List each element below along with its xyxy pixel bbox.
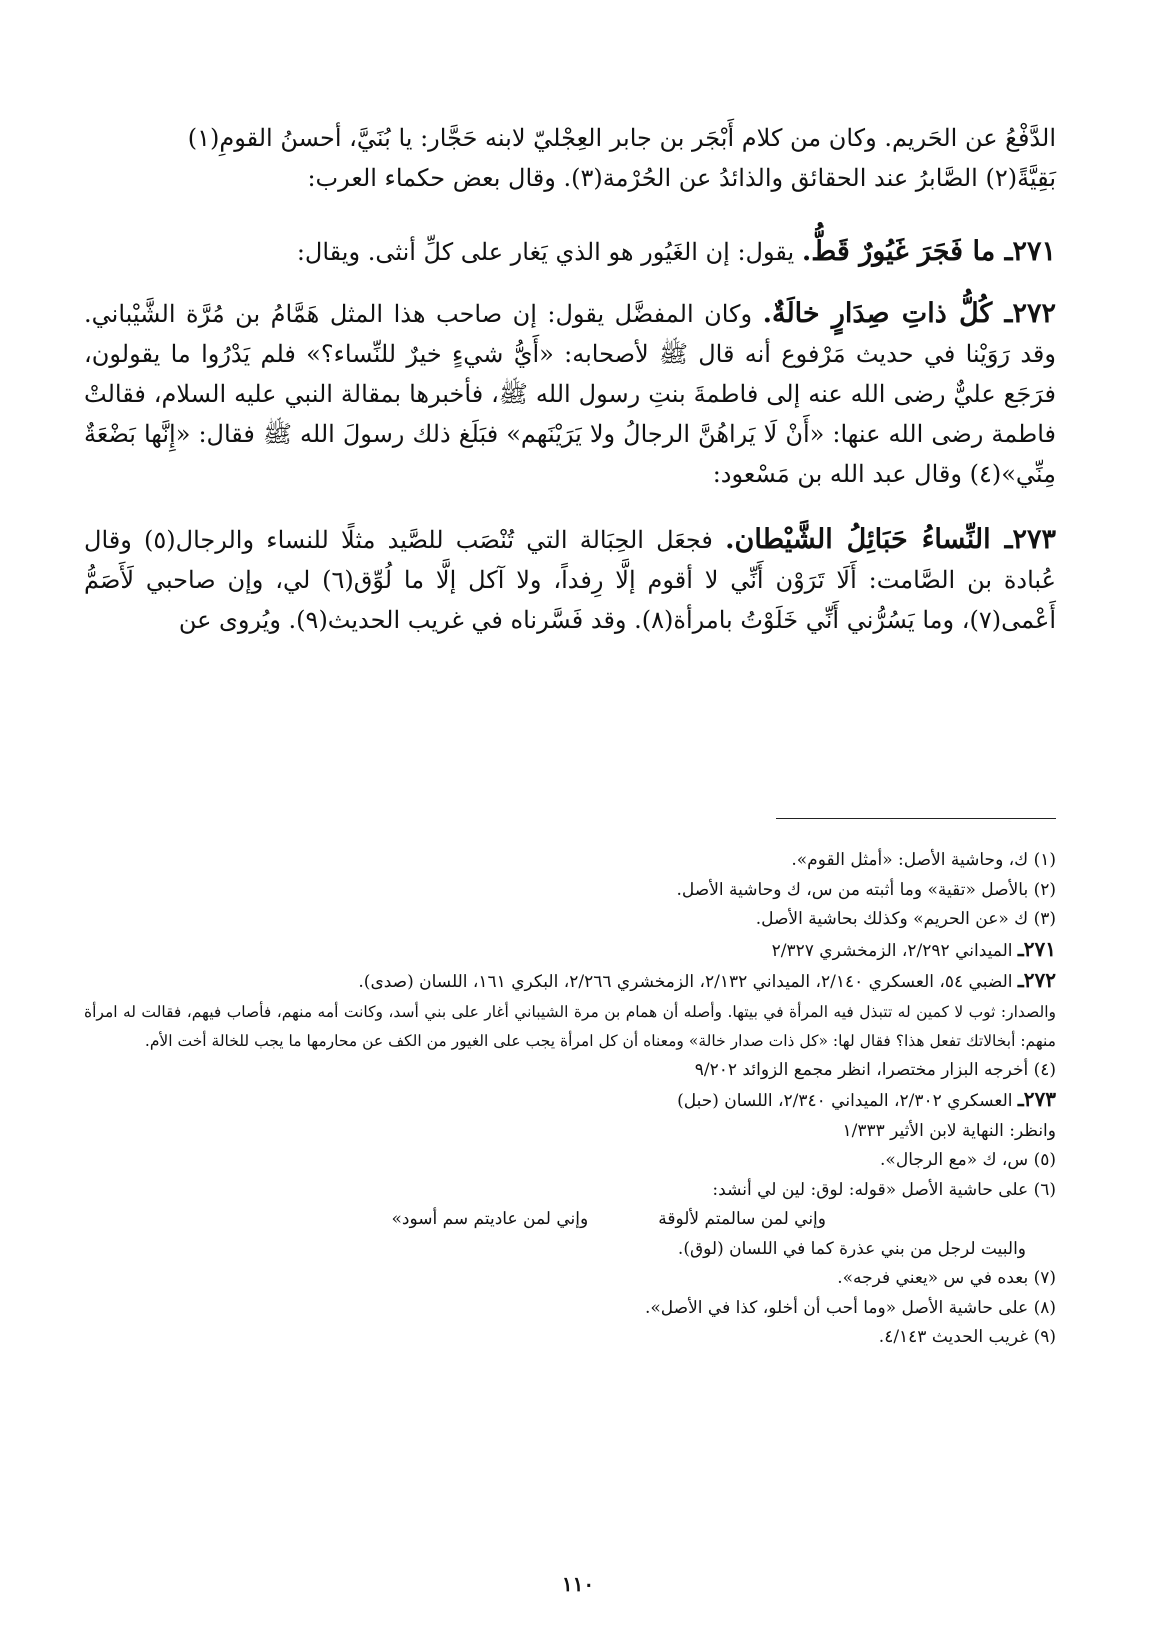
proverb-271-heading: ٢٧١ـ ما فَجَرَ غَيُورٌ قَطُّ.: [801, 236, 1056, 267]
proverb-272: [84, 294, 1056, 494]
proverb-273: [84, 520, 1056, 640]
reference-271: [84, 935, 1056, 967]
reference-271-number: ٢٧١ـ: [1017, 936, 1056, 961]
reference-272-text: الضبي ٥٤، العسكري ٢/١٤٠، الميداني ٢/١٣٢، الزمخشري ٢/٢٦٦، البكري ١٦١، اللسان (صدى).: [358, 972, 1013, 992]
footnote-1: (١) ك، وحاشية الأصل: «أمثل القوم».: [791, 850, 1056, 870]
footnote-6: (٦) على حاشية الأصل «قوله: لوق: لين لي أنشد:: [712, 1179, 1056, 1200]
footnote-3: (٣) ك «عن الحريم» وكذلك بحاشية الأصل.: [755, 909, 1056, 929]
reference-272: [84, 966, 1056, 998]
reference-273: [84, 1085, 1056, 1117]
intro-line-2: بَقِيَّةً(٢) الصَّابرُ عند الحقائق والذائدُ عن الحُرْمة(٣). وقال بعض حكماء العرب:: [307, 164, 1056, 192]
intro-line-1: الدَّفْعُ عن الحَريم. وكان من كلام أَبْجَر بن جابر العِجْليّ لابنه حَجَّار: يا بُنَيَّ، أحسنُ القومِ(١): [187, 124, 1056, 152]
footnote-divider: [776, 818, 1056, 819]
footnote-7: (٧) بعده في س «يعني فرجه».: [837, 1268, 1056, 1288]
main-text: [84, 118, 1056, 640]
verse-first-hemistich: وإني لمن سالمتم لألوقة: [658, 1209, 826, 1229]
poetry-verse: [84, 1205, 1056, 1235]
reference-271-text: الميداني ٢/٢٩٢، الزمخشري ٢/٣٢٧: [771, 940, 1013, 961]
proverb-273-heading: ٢٧٣ـ النِّساءُ حَبَائِلُ الشَّيْطان.: [725, 524, 1056, 555]
reference-273-note: وانظر: النهاية لابن الأثير ١/٣٣٣: [842, 1120, 1056, 1141]
verse-second-hemistich: وإني لمن عاديتم سم أسود»: [391, 1209, 589, 1229]
reference-273-text: العسكري ٢/٣٠٢، الميداني ٢/٣٤٠، اللسان (حبل): [677, 1091, 1013, 1111]
proverb-272-text: وكان المفضَّل يقول: إن صاحب هذا المثل هَمَّامُ بن مُرَّة الشَّيْباني. وقد رَوَيْنا في حديث مَرْفوع أنه قال ﷺ لأصحابه: «أَيُّ شيءٍ خيرٌ للنِّساء؟» فلم يَدْرُوا ما يقولون، فرَجَع عليٌّ رضى الله عنه إلى فاطمةَ بنتِ رسول الله ﷺ، فأخبرها بمقالة النبي عليه السلام، فقالتْ فاطمة رضى الله عنها: «أَنْ لَا يَراهُنَّ الرجالُ ولا يَرَيْنَهم» فبَلَغ ذلك رسولَ الله ﷺ فقال: «إِنَّها بَضْعَةٌ مِنِّي»(٤) وقال عبد الله بن مَسْعود:: [84, 300, 1056, 488]
reference-273-number: ٢٧٣ـ: [1017, 1087, 1056, 1111]
footnote-4: (٤) أخرجه البزار مختصرا، انظر مجمع الزوائد ٩/٢٠٢: [694, 1059, 1056, 1080]
reference-272-note: والصدار: ثوب لا كمين له تتبذل فيه المرأة في بيتها. وأصله أن همام بن مرة الشيباني أغار على بني أسد، وكانت أمه منهم، فأصاب فيهم، فقالت له امرأة منهم: أبخالاتك تفعل هذا؟ فقال لها: «كل ذات صدار خالة» ومعناه أن كل امرأة يجب على الغيور من الكف عن محارمها ما يجب للخالة أخت الأم.: [84, 1002, 1056, 1050]
footnotes: [84, 846, 1056, 1353]
reference-272-number: ٢٧٢ـ: [1017, 968, 1056, 992]
proverb-271-text: يقول: إن الغَيُور هو الذي يَغار على كلِّ أنثى. ويقال:: [296, 238, 795, 266]
footnote-6-continuation: والبيت لرجل من بني عذرة كما في اللسان (لوق).: [677, 1238, 1026, 1259]
footnote-9: (٩) غريب الحديث ٤/١٤٣.: [878, 1327, 1056, 1347]
proverb-273-text: فجعَل الحِبَالة التي تُنْصَب للصَّيد مثلًا للنساء والرجال(٥) وقال عُبادة بن الصَّامت: أَلَا تَرَوْن أَنِّي لا أقوم إلَّا رِفداً، ولا آكل إلَّا ما لُوِّق(٦) لي، وإن صاحبي لَأَصَمُّ أَعْمى(٧)، وما يَسُرُّني أَنِّي خَلَوْتُ بامرأة(٨). وقد فَسَّرناه في غريب الحديث(٩). ويُروى عن: [84, 526, 1056, 634]
footnote-5: (٥) س، ك «مع الرجال».: [880, 1150, 1056, 1170]
intro-paragraph: [84, 118, 1056, 198]
page-number: ١١٠: [561, 1572, 595, 1596]
footnote-8: (٨) على حاشية الأصل «وما أحب أن أخلو، كذا في الأصل».: [644, 1297, 1056, 1318]
proverb-272-heading: ٢٧٢ـ كُلُّ ذاتِ صِدَارٍ خالَةٌ.: [762, 298, 1056, 329]
proverb-271: [84, 232, 1056, 272]
footnote-2: (٢) بالأصل «تقية» وما أثبته من س، ك وحاشية الأصل.: [676, 879, 1056, 900]
